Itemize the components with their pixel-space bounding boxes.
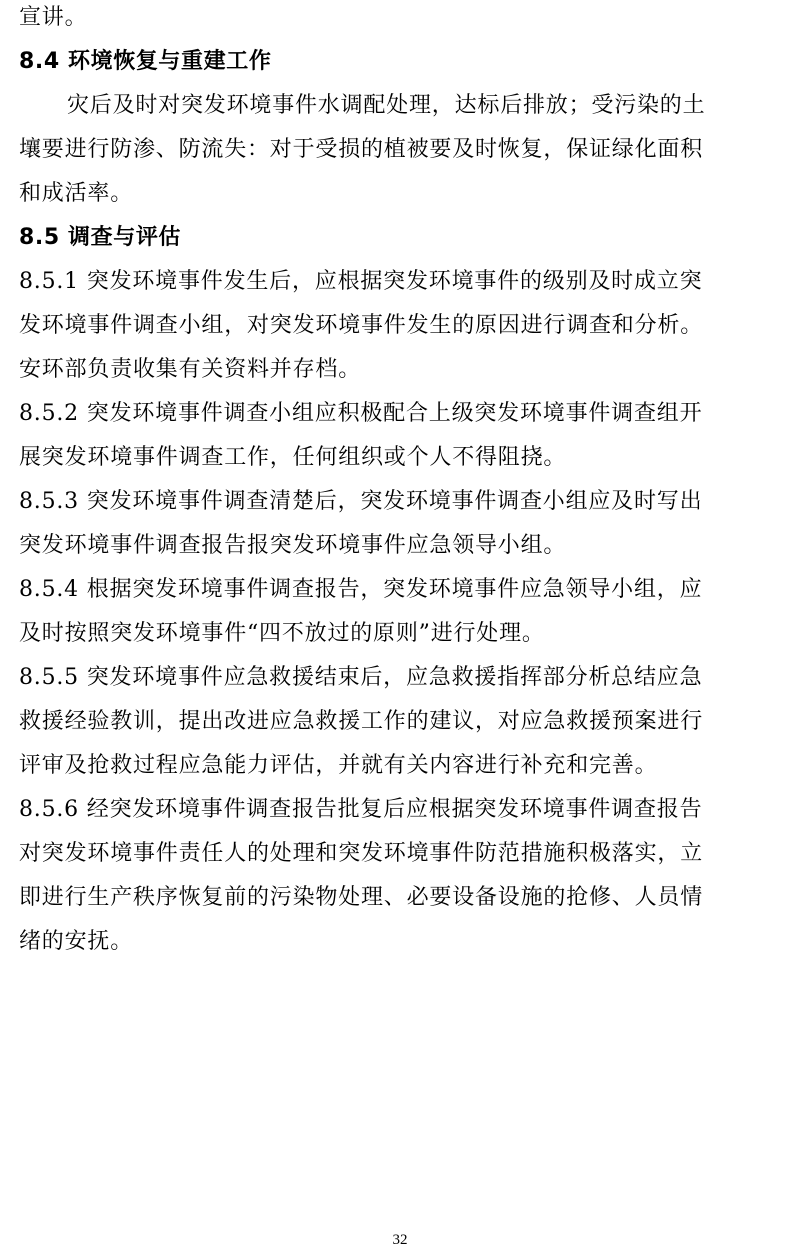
- section-heading-8-4: 8.4 环境恢复与重建工作: [19, 49, 272, 74]
- body-text-line: 绪的安抚。: [19, 929, 134, 954]
- body-text-line: 即进行生产秩序恢复前的污染物处理、必要设备设施的抢修、人员情: [19, 885, 704, 910]
- section-heading-8-5: 8.5 调查与评估: [19, 225, 182, 250]
- body-text-line: 评审及抢救过程应急能力评估，并就有关内容进行补充和完善。: [19, 753, 658, 778]
- body-text-line: 和成活率。: [19, 181, 134, 206]
- body-text-line: 8.5.6 经突发环境事件调查报告批复后应根据突发环境事件调查报告: [19, 797, 703, 822]
- body-text-line: 壤要进行防渗、防流失：对于受损的植被要及时恢复，保证绿化面积: [19, 137, 704, 162]
- body-text-line: 8.5.3 突发环境事件调查清楚后，突发环境事件调查小组应及时写出: [19, 489, 703, 514]
- body-text-line: 宣讲。: [19, 5, 88, 30]
- page-number: 32: [392, 1232, 408, 1248]
- body-text-line: 8.5.4 根据突发环境事件调查报告，突发环境事件应急领导小组，应: [19, 577, 703, 602]
- body-text-line: 灾后及时对突发环境事件水调配处理，达标后排放；受污染的土: [67, 93, 706, 118]
- body-text-line: 安环部负责收集有关资料并存档。: [19, 357, 362, 382]
- document-body: [19, 0, 789, 964]
- body-text-line: 及时按照突发环境事件“四不放过的原则”进行处理。: [19, 621, 545, 646]
- body-text-line: 突发环境事件调查报告报突发环境事件应急领导小组。: [19, 533, 567, 558]
- body-text-line: 展突发环境事件调查工作，任何组织或个人不得阻挠。: [19, 445, 567, 470]
- body-text-line: 8.5.1 突发环境事件发生后，应根据突发环境事件的级别及时成立突: [19, 269, 703, 294]
- body-text-line: 发环境事件调查小组，对突发环境事件发生的原因进行调查和分析。: [19, 313, 704, 338]
- body-text-line: 8.5.2 突发环境事件调查小组应积极配合上级突发环境事件调查组开: [19, 401, 703, 426]
- body-text-line: 救援经验教训，提出改进应急救援工作的建议，对应急救援预案进行: [19, 709, 704, 734]
- body-text-line: 8.5.5 突发环境事件应急救援结束后，应急救援指挥部分析总结应急: [19, 665, 703, 690]
- body-text-line: 对突发环境事件责任人的处理和突发环境事件防范措施积极落实，立: [19, 841, 704, 866]
